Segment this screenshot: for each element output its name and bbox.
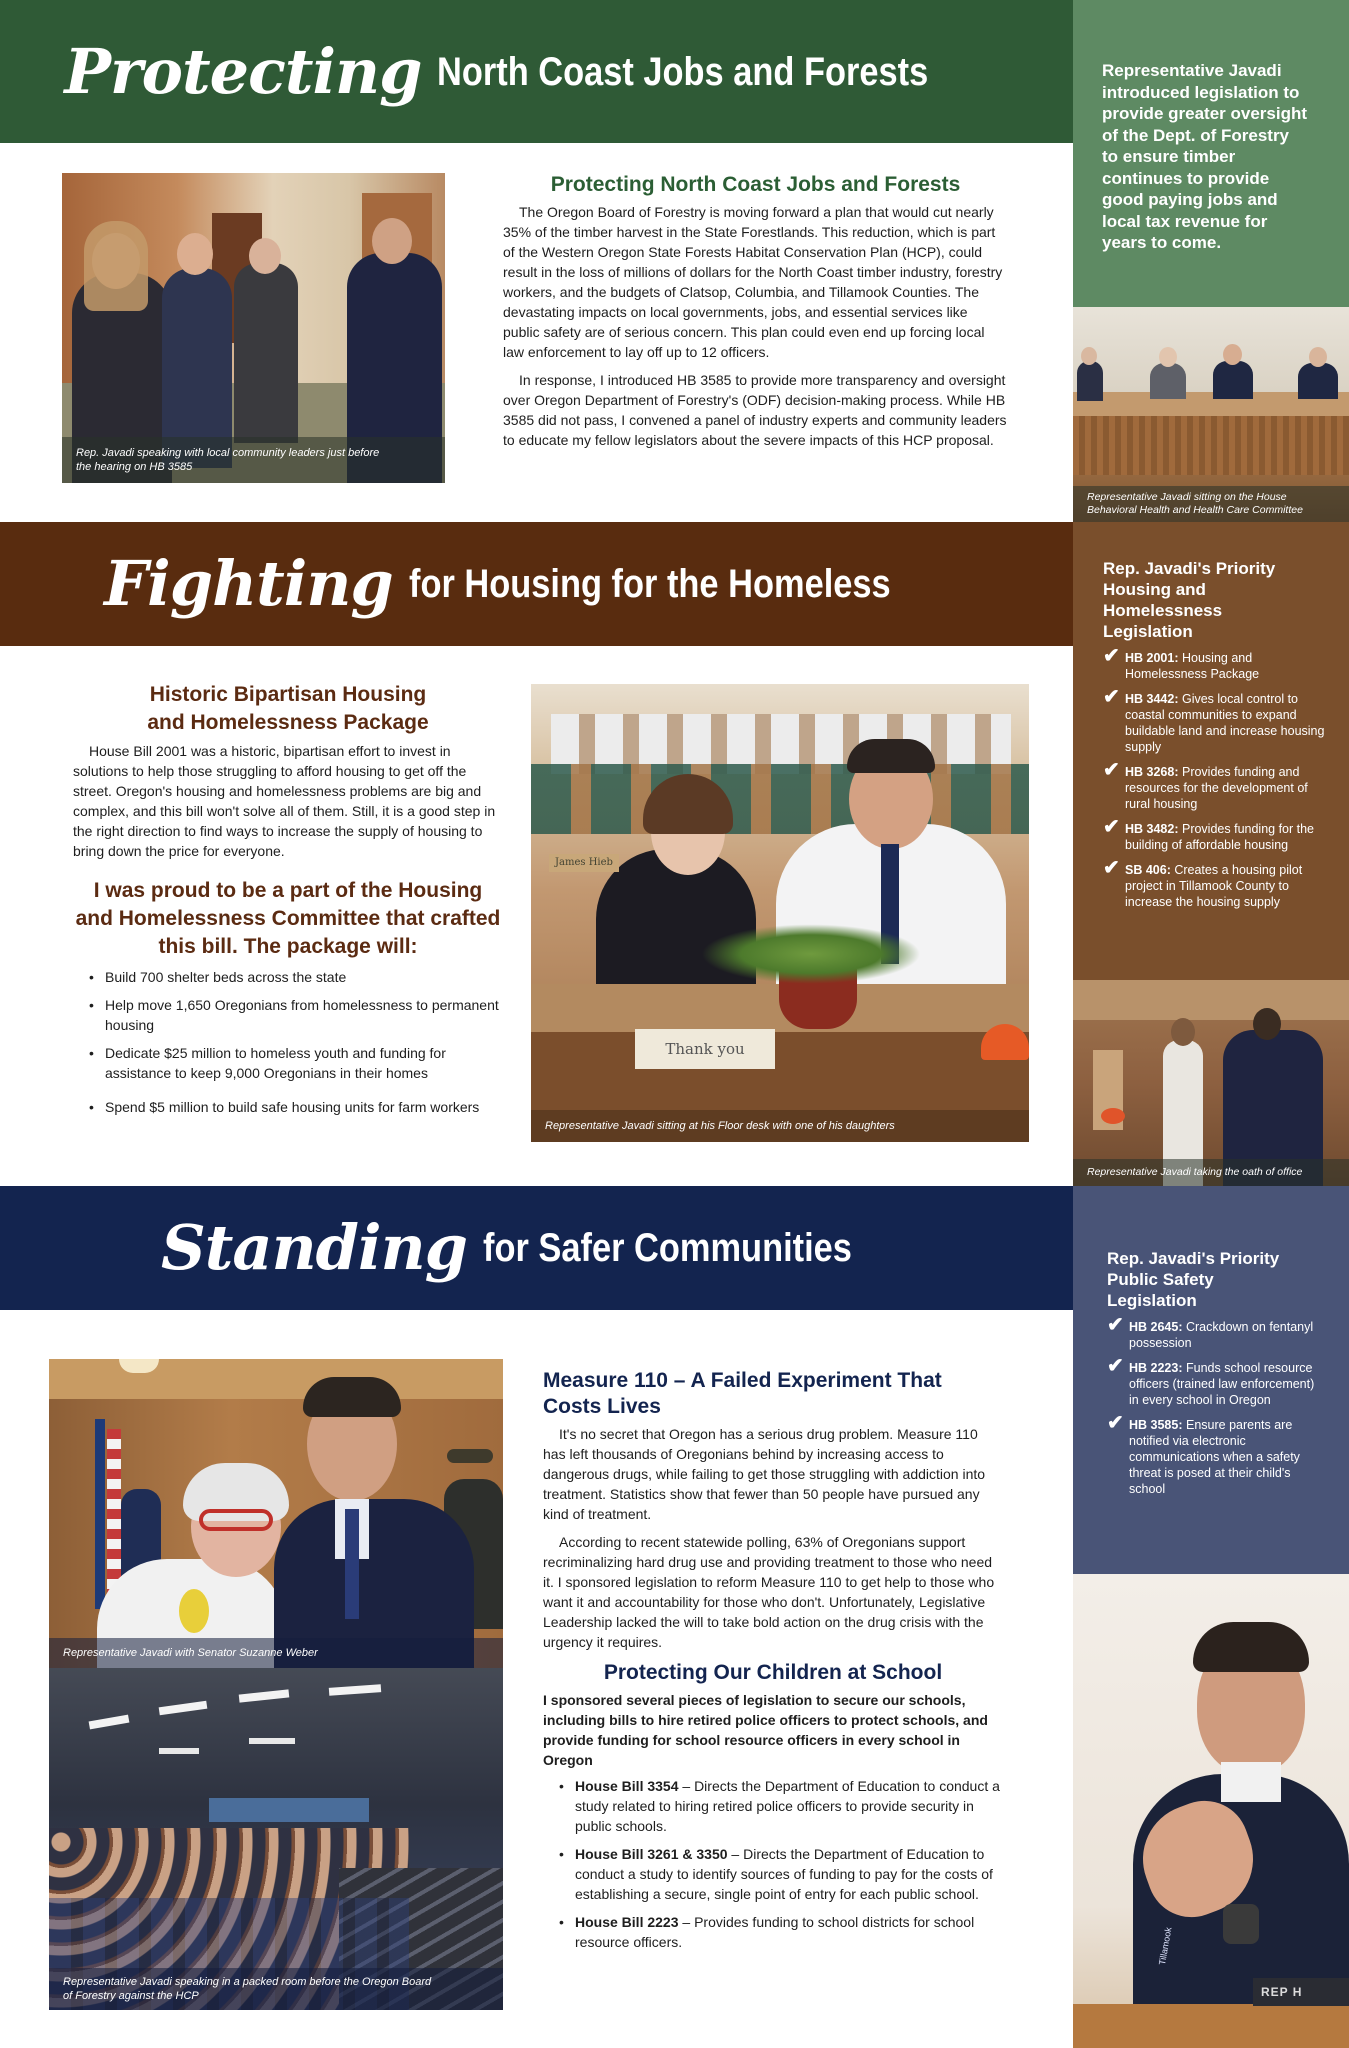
housing-bill-item: ✔ SB 406: Creates a housing pilot project in Tillamook County to increase the housing supply bbox=[1103, 857, 1303, 909]
forestry-paragraph-2: In response, I introduced HB 3585 to provide more transparency and oversight over Oregon Department of Forestry's (ODF) decision-making process. While HB 3585 did not pass, I convened a panel of industry experts and community leaders to educate my fellow legislators about the severe impacts of this HCP proposal. bbox=[503, 372, 1007, 448]
housing-bill-item: ✔ HB 2001: Housing and Homelessness Package bbox=[1103, 645, 1260, 681]
safety-bill-item: ✔ HB 2645: Crackdown on fentanyl possession bbox=[1107, 1314, 1314, 1350]
sidebar-safety-legislation bbox=[1073, 1186, 1349, 1574]
thank-you-card: Thank you bbox=[635, 1029, 775, 1069]
safety-bill-item: ✔ HB 2223: Funds school resource officers (trained law enforcement) in every school in Oregon bbox=[1107, 1355, 1315, 1407]
photo-oath-of-office bbox=[1073, 980, 1349, 1186]
list-item: • House Bill 3354 – Directs the Department of Education to conduct a study related to hiring retired police officers to provide security in public schools. bbox=[559, 1776, 1003, 1836]
checkmark-icon: ✔ bbox=[1107, 1355, 1124, 1377]
school-safety-intro: I sponsored several pieces of legislation to secure our schools, including bills to hire retired police officers to protect schools, and provide funding for school resource officers in every school in Oregon bbox=[543, 1692, 988, 1768]
lanyard-label: Tillamook bbox=[1157, 1926, 1174, 1966]
school-safety-heading: Protecting Our Children at School bbox=[603, 1661, 943, 1684]
sidebar-forestry-text: Representative Javadi introduced legislation to provide greater oversight of the Dept. of Forestry to ensure timber continues to provide good paying jobs and local tax revenue for years to come. bbox=[1102, 61, 1308, 252]
list-item: • Dedicate $25 million to homeless youth and funding for assistance to keep 9,000 Oregonians in their homes bbox=[89, 1043, 503, 1083]
banner-fighting bbox=[0, 522, 1073, 646]
measure-110-article bbox=[543, 1368, 1003, 1952]
caption-oath: Representative Javadi taking the oath of office bbox=[1073, 1159, 1349, 1186]
measure-110-heading: Measure 110 – A Failed Experiment That Costs Lives bbox=[543, 1369, 942, 1418]
banner-big-word: Protecting bbox=[64, 34, 422, 108]
caption-committee: Representative Javadi sitting on the House Behavioral Health and Health Care Committee bbox=[1073, 486, 1349, 522]
photo-portrait-speaking bbox=[1073, 1574, 1349, 2048]
banner-big-word: Fighting bbox=[104, 547, 393, 620]
photo-senator-weber bbox=[49, 1359, 503, 1668]
checkmark-icon: ✔ bbox=[1103, 816, 1120, 838]
sidebar-forestry-note bbox=[1073, 0, 1349, 307]
list-item: • Build 700 shelter beds across the state bbox=[89, 967, 503, 987]
sidebar-safety-title: Rep. Javadi's Priority Public Safety Legislation bbox=[1107, 1249, 1280, 1310]
banner-standing bbox=[0, 1186, 1073, 1310]
housing-bill-item: ✔ HB 3268: Provides funding and resources for the development of rural housing bbox=[1103, 759, 1308, 811]
checkmark-icon: ✔ bbox=[1107, 1314, 1124, 1336]
sidebar-housing-list bbox=[1103, 645, 1325, 910]
photo-packed-room bbox=[49, 1668, 503, 2010]
sidebar-safety-list bbox=[1107, 1314, 1325, 1497]
sidebar-housing-title: Rep. Javadi's Priority Housing and Homelessness Legislation bbox=[1103, 559, 1276, 641]
checkmark-icon: ✔ bbox=[1107, 1412, 1124, 1434]
forestry-paragraph-1: The Oregon Board of Forestry is moving forward a plan that would cut nearly 35% of the timber harvest in the State Forestlands. This reduction, which is part of the Western Oregon State Forests Habitat Conservation Plan (HCP), could result in the loss of millions of dollars for the North Coast timber industry, forestry workers, and the budgets of Clatsop, Columbia, and Tillamook Counties. The devastating impacts on local governments, jobs, and essential services like public safety are of serious concern. This plan could even end up forcing local law enforcement to lay off up to 12 officers. bbox=[503, 204, 1003, 360]
nameplate: James Hieb bbox=[549, 854, 619, 872]
school-bill-list bbox=[543, 1776, 1003, 1952]
housing-heading: Historic Bipartisan Housing and Homelessness Package bbox=[147, 683, 429, 734]
banner-big-word: Standing bbox=[161, 1211, 468, 1284]
photo-committee bbox=[1073, 307, 1349, 522]
housing-bill-item: ✔ HB 3442: Gives local control to coastal communities to expand buildable land and increase housing supply bbox=[1103, 686, 1325, 754]
list-item: • Help move 1,650 Oregonians from homelessness to permanent housing bbox=[89, 995, 503, 1035]
photo-community-leaders bbox=[62, 173, 445, 483]
forestry-heading: Protecting North Coast Jobs and Forests bbox=[550, 173, 961, 196]
housing-bill-item: ✔ HB 3482: Provides funding for the building of affordable housing bbox=[1103, 816, 1315, 852]
list-item: • Spend $5 million to build safe housing units for farm workers bbox=[89, 1097, 503, 1117]
housing-subheading: I was proud to be a part of the Housing and Homelessness Committee that crafted this bill. The package will: bbox=[75, 879, 501, 958]
safety-bill-item: ✔ HB 3585: Ensure parents are notified via electronic communications when a safety threat is posed at their child's school bbox=[1107, 1412, 1300, 1496]
caption-community-leaders: Rep. Javadi speaking with local community leaders just before the hearing on HB 3585 bbox=[62, 437, 445, 483]
caption-packed-room: Representative Javadi speaking in a packed room before the Oregon Board of Forestry against the HCP bbox=[49, 1968, 503, 2010]
banner-title: North Coast Jobs and Forests bbox=[437, 49, 929, 94]
checkmark-icon: ✔ bbox=[1103, 645, 1120, 667]
banner-protecting bbox=[0, 0, 1073, 143]
caption-floor-desk: Representative Javadi sitting at his Floor desk with one of his daughters bbox=[531, 1110, 1029, 1142]
photo-floor-desk bbox=[531, 684, 1029, 1142]
list-item: • House Bill 3261 & 3350 – Directs the Department of Education to conduct a study to identify sources of funding to pay for the costs of establishing a secure, single point of entry for each public school. bbox=[559, 1844, 1003, 1904]
checkmark-icon: ✔ bbox=[1103, 686, 1120, 708]
forestry-article bbox=[503, 172, 1008, 450]
list-item: • House Bill 2223 – Provides funding to school districts for school resource officers. bbox=[559, 1912, 1003, 1952]
housing-paragraph: House Bill 2001 was a historic, bipartisan effort to invest in solutions to help those struggling to afford housing to get off the street. Oregon's housing and homelessness problems are big and complex, and this bill won't solve all of them. Still, it is a good step in the right direction to find ways to increase the supply of housing to bring down the price for everyone. bbox=[73, 743, 496, 859]
desk-plate: REP H bbox=[1253, 1978, 1349, 2006]
housing-package-list bbox=[73, 967, 503, 1117]
checkmark-icon: ✔ bbox=[1103, 759, 1120, 781]
banner-title: for Safer Communities bbox=[483, 1226, 852, 1270]
checkmark-icon: ✔ bbox=[1103, 857, 1120, 879]
measure-110-paragraph-1: It's no secret that Oregon has a serious drug problem. Measure 110 has left thousands of Oregonians behind by increasing access to dangerous drugs, while failing to get those struggling with addiction into treatment. Statistics show that fewer than 50 people have pursued any kind of treatment. bbox=[543, 1426, 986, 1522]
measure-110-paragraph-2: According to recent statewide polling, 63% of Oregonians support recriminalizing hard drug use and providing treatment to those who need it. I sponsored legislation to reform Measure 110 to get help to those who want it and accountability for those who don't. Unfortunately, Legislative Leadership lacked the will to take bold action on the drug crisis with the urgency it requires. bbox=[543, 1534, 995, 1650]
caption-senator-weber: Representative Javadi with Senator Suzanne Weber bbox=[49, 1638, 503, 1668]
banner-title: for Housing for the Homeless bbox=[408, 562, 891, 606]
housing-article bbox=[73, 681, 503, 1117]
sidebar-housing-legislation bbox=[1073, 522, 1349, 980]
